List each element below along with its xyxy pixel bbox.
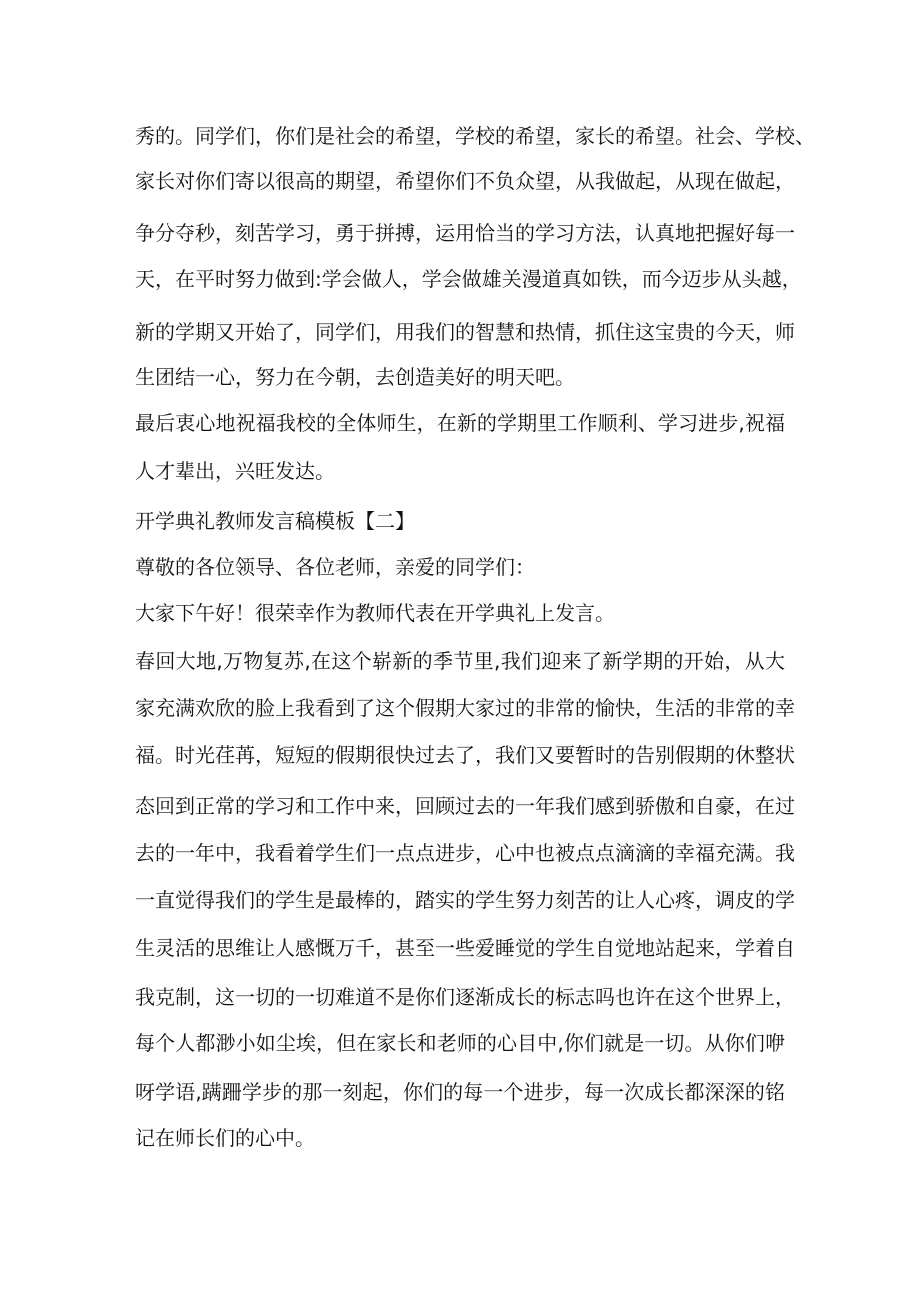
- paragraph-line: 去的一年中，我看着学生们一点点进步，心中也被点点滴滴的幸福充满。我: [135, 841, 795, 865]
- paragraph-line: 人才辈出，兴旺发达。: [135, 459, 335, 483]
- greeting-line: 大家下午好！很荣幸作为教师代表在开学典礼上发言。: [135, 601, 615, 625]
- paragraph-line: 每个人都渺小如尘埃，但在家长和老师的心目中,你们就是一切。从你们咿: [135, 1031, 785, 1055]
- salutation-line: 尊敬的各位领导、各位老师，亲爱的同学们：: [135, 555, 535, 579]
- paragraph-line: 春回大地,万物复苏,在这个崭新的季节里,我们迎来了新学期的开始，从大: [135, 649, 785, 673]
- paragraph-line: 呀学语,蹒跚学步的那一刻起，你们的每一个进步，每一次成长都深深的铭: [135, 1080, 785, 1104]
- paragraph-line: 一直觉得我们的学生是最棒的，踏实的学生努力刻苦的让人心疼，调皮的学: [135, 888, 795, 912]
- paragraph-line: 态回到正常的学习和工作中来，回顾过去的一年我们感到骄傲和自豪，在过: [135, 794, 795, 818]
- paragraph-line: 生灵活的思维让人感慨万千，甚至一些爱睡觉的学生自觉地站起来，学着自: [135, 936, 795, 960]
- paragraph-line: 生团结一心，努力在今朝，去创造美好的明天吧。: [135, 365, 575, 389]
- paragraph-line: 天，在平时努力做到:学会做人，学会做雄关漫道真如铁，而今迈步从头越，: [135, 267, 802, 291]
- paragraph-line: 家充满欢欣的脸上我看到了这个假期大家过的非常的愉快，生活的非常的幸: [135, 696, 795, 720]
- section-heading: 开学典礼教师发言稿模板【二】: [135, 509, 415, 533]
- paragraph-line: 记在师长们的心中。: [135, 1126, 315, 1150]
- paragraph-line: 最后衷心地祝福我校的全体师生，在新的学期里工作顺利、学习进步,祝福: [135, 411, 785, 435]
- paragraph-line: 争分夺秒，刻苦学习，勇于拼搏，运用恰当的学习方法，认真地把握好每一: [135, 221, 795, 245]
- paragraph-line: 家长对你们寄以很高的期望，希望你们不负众望，从我做起，从现在做起，: [135, 169, 795, 193]
- paragraph-line: 秀的。同学们，你们是社会的希望，学校的希望，家长的希望。社会、学校、: [135, 124, 815, 148]
- paragraph-line: 新的学期又开始了，同学们，用我们的智慧和热情，抓住这宝贵的今天，师: [135, 320, 795, 344]
- paragraph-line: 福。时光荏苒，短短的假期很快过去了，我们又要暂时的告别假期的休整状: [135, 743, 795, 767]
- paragraph-line: 我克制，这一切的一切难道不是你们逐渐成长的标志吗也许在这个世界上，: [135, 985, 795, 1009]
